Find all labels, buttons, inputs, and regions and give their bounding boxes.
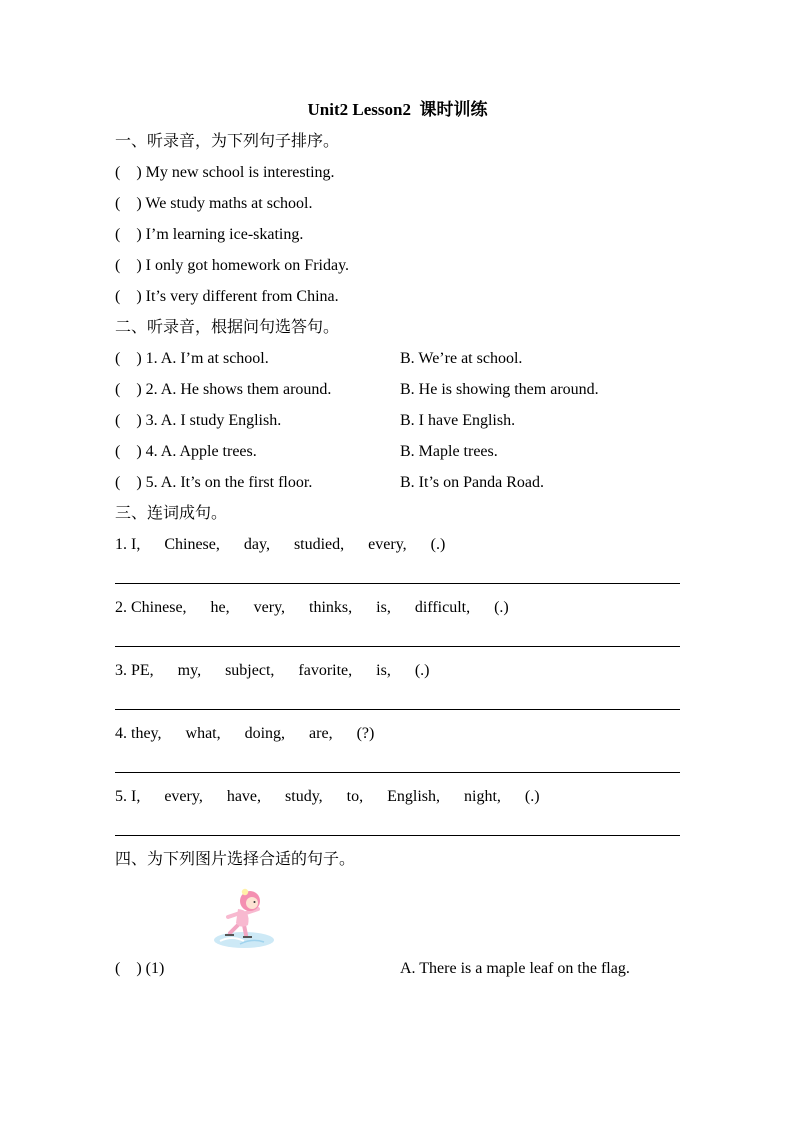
choice-row xyxy=(115,436,680,467)
choice-option-a: ( ) 5. A. It’s on the first floor. xyxy=(115,474,313,491)
sequencing-item: ( ) We study maths at school. xyxy=(115,195,313,212)
picture-answer-row xyxy=(115,953,680,984)
section3-heading: 三、连词成句。 xyxy=(115,505,228,522)
unscramble-item: 2. Chinese, he, very, thinks, is, difficult, (.) xyxy=(115,599,509,616)
choice-option-a: ( ) 1. A. I’m at school. xyxy=(115,350,269,367)
section4-heading: 四、为下列图片选择合适的句子。 xyxy=(115,851,356,868)
answer-blank-line xyxy=(115,812,680,836)
choice-row xyxy=(115,374,680,405)
choice-option-a: ( ) 2. A. He shows them around. xyxy=(115,381,332,398)
page-title: Unit2 Lesson2 课时训练 xyxy=(307,100,488,119)
sequencing-item: ( ) My new school is interesting. xyxy=(115,164,335,181)
answer-blank-line xyxy=(115,749,680,773)
answer-blank-line xyxy=(115,686,680,710)
unscramble-item: 5. I, every, have, study, to, English, night, (.) xyxy=(115,788,540,805)
section2-heading: 二、听录音，根据问句选答句。 xyxy=(115,319,340,336)
choice-option-b: B. He is showing them around. xyxy=(400,381,599,398)
answer-blank-line xyxy=(115,560,680,584)
choice-option-b: B. We’re at school. xyxy=(400,350,523,367)
choice-option-b: B. I have English. xyxy=(400,412,516,429)
choice-row xyxy=(115,343,680,374)
unscramble-item: 1. I, Chinese, day, studied, every, (.) xyxy=(115,536,446,553)
section1-heading: 一、听录音，为下列句子排序。 xyxy=(115,133,340,150)
choice-option-b: B. Maple trees. xyxy=(400,443,498,460)
sequencing-item: ( ) I’m learning ice-skating. xyxy=(115,226,304,243)
picture-option-a: A. There is a maple leaf on the flag. xyxy=(400,960,630,977)
unscramble-item: 4. they, what, doing, are, (?) xyxy=(115,725,375,742)
answer-blank-line xyxy=(115,623,680,647)
sequencing-item: ( ) It’s very different from China. xyxy=(115,288,339,305)
choice-option-a: ( ) 4. A. Apple trees. xyxy=(115,443,257,460)
ice-skating-image xyxy=(210,883,278,951)
picture-answer-label: ( ) (1) xyxy=(115,960,165,977)
unscramble-item: 3. PE, my, subject, favorite, is, (.) xyxy=(115,662,430,679)
sequencing-item: ( ) I only got homework on Friday. xyxy=(115,257,350,274)
choice-row xyxy=(115,467,680,498)
choice-option-a: ( ) 3. A. I study English. xyxy=(115,412,282,429)
choice-row xyxy=(115,405,680,436)
picture-row xyxy=(115,883,680,951)
choice-option-b: B. It’s on Panda Road. xyxy=(400,474,544,491)
